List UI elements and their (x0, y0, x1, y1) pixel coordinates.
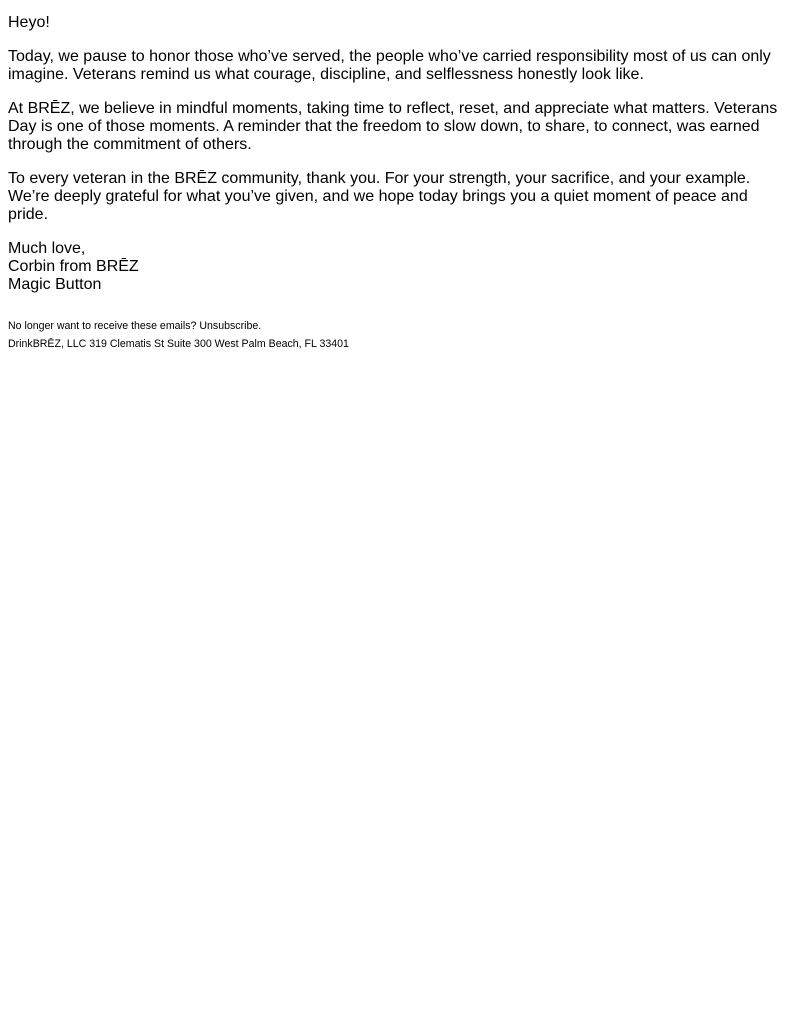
magic-button-text: Magic Button (8, 276, 102, 293)
unsubscribe-link[interactable]: Unsubscribe. (199, 320, 262, 332)
unsubscribe-prompt: No longer want to receive these emails? (8, 320, 197, 332)
signature-closing: Much love, (8, 240, 86, 257)
email-body (0, 0, 800, 350)
greeting: Heyo! (8, 14, 50, 31)
signature-name: Corbin from BRĒZ (8, 258, 139, 275)
signature (8, 240, 792, 294)
company-address: DrinkBRĒZ, LLC 319 Clematis St Suite 300 West Palm Beach, FL 33401 (8, 338, 349, 350)
unsubscribe-line (8, 320, 792, 332)
paragraph-mindful-moments: At BRĒZ, we believe in mindful moments, taking time to reflect, reset, and appreciate what matters. Veterans Day is one of those moments. A reminder that the freedom to slow down, to share, to connect, was earned through the commitment of others. (8, 100, 778, 153)
paragraph-honor: Today, we pause to honor those who’ve served, the people who’ve carried responsibility most of us can only imagine. Veterans remind us what courage, discipline, and selflessness honestly look like. (8, 48, 771, 83)
email-footer (8, 320, 792, 350)
paragraph-thank-you: To every veteran in the BRĒZ community, thank you. For your strength, your sacrifice, and your example. We’re deeply grateful for what you’ve given, and we hope today brings you a quiet moment of peace and pride. (8, 170, 751, 223)
